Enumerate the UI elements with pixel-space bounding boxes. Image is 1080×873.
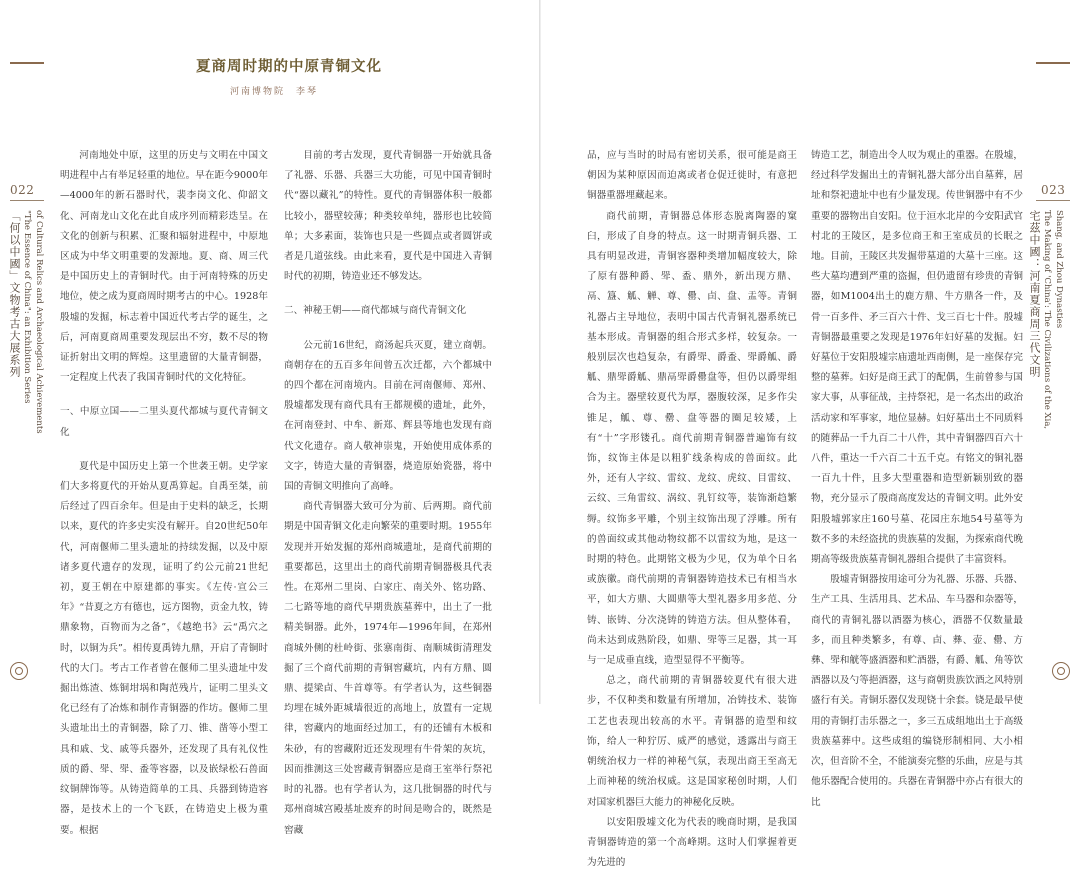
folio-rule-left — [10, 200, 44, 201]
paragraph: 铸造工艺，制造出令人叹为观止的重器。在殷墟，经过科学发掘出土的青铜礼器大部分出自墓葬，居址和祭祀遗址中也有少量发现。传世铜器中有不少重要的器物出自安阳。位于洹水北岸的今安阳武官村北的王陵区，是多位商王和王室成员的长眠之地。目前，王陵区共发掘带墓道的大墓十三座。这些大墓均遭到严重的盗掘，但仍遗留有珍贵的青铜器，如M1004出土的鹿方鼎、牛方鼎各一件，及骨一百多件、矛三百六十件、戈三百七十件。殷墟青铜器最重要之发现是1976年妇好墓的发掘。妇好墓位于安阳殷墟宗庙遗址西南侧，是一座保存完整的墓葬。妇好是商王武丁的配偶，生前曾参与国家大事，从事征战，主持祭祀，是一名杰出的政治活动家和军事家，地位显赫。妇好墓出土不同质料的随葬品一千九百二十八件，其中青铜器四百六十八件，重达一千六百二十五千克。有铭文的铜礼器一百九十件，且多大型重器和造型新颖别致的器物，充分显示了殷商高度发达的青铜文明。此外安阳殷墟郭家庄160号墓、花园庄东地54号墓等为数不多的未经盗扰的贵族墓的发掘，为探索商代晚期高等级贵族墓青铜礼器组合提供了丰富资料。 — [811, 150, 1023, 566]
text-column-2 — [284, 146, 492, 836]
top-rule-right — [1036, 62, 1070, 64]
paragraph: 品，应与当时的时局有密切关系，很可能是商王朝因为某种原因而迫离或者仓促迁徙时，有意把铜器重器埋藏起来。 — [587, 150, 797, 202]
paragraph: 河南地处中原，这里的历史与文明在中国文明进程中占有举足轻重的地位。早在距今9000年—4000年的新石器时代，裴李岗文化、仰韶文化、河南龙山文化在此自成序列而精彩迭呈。在文化的创新与积累、汇聚和辐射进程中，中原地区成为中华文明重要的发源地。夏、商、周三代是中国历史上的青铜时代。由于河南特殊的历史地位，使之成为夏商周时期考古的中心。1928年殷墟的发掘，标志着中国近代考古学的诞生，之后，河南夏商周重要发现层出不穷，数不尽的物证折射出文明的辉煌。这里遗留的大量青铜器，一定程度上代表了我国青铜时代的文化特征。 — [60, 150, 268, 384]
section-heading-2: 二、神秘王朝——商代都城与商代青铜文化 — [284, 305, 467, 317]
text-column-3 — [587, 146, 797, 869]
top-rule-left — [10, 62, 44, 64]
paragraph: 总之，商代前期的青铜器较夏代有很大进步，不仅种类和数量有所增加，冶铸技术、装饰工艺也表现出较高的水平。青铜器的造型和纹饰，给人一种狞厉、威严的感觉，透露出与商王朝统治权力一样的神秘气氛，表现出商王至高无上而神秘的统治权威。这是国家秘创时期，人们对国家机器巨大能力的神秘化反映。 — [587, 675, 797, 808]
seal-icon-left — [10, 662, 28, 680]
text-column-4 — [811, 146, 1023, 808]
paragraph: 公元前16世纪，商汤起兵灭夏，建立商朝。商朝存在的五百多年间曾五次迁都，六个都城中的四个都在河南境内。目前在河南偃师、郑州、殷墟都发现有商代具有王都规模的遗址，此外，在河南登封、中牟、新郑、辉县等地也发现有商代文化遗存。商人敬神崇鬼，开始使用成体系的文字，铸造大量的青铜器，烧造原始瓷器，将中国的青铜文明推向了高峰。 — [284, 339, 492, 493]
section-heading-1: 一、中原立国——二里头夏代都城与夏代青铜文化 — [60, 406, 268, 438]
series-label-cn: 「何以中國」文物考古大展系列 — [8, 210, 21, 378]
text-column-1 — [60, 146, 268, 836]
folio-rule-right — [1036, 200, 1070, 201]
page-gutter — [539, 0, 541, 704]
exhibition-label-en-1: The Making of 'China': The Civilizations of the Xia, — [1042, 210, 1052, 430]
series-label-en-2: of Cultural Relics and Archaeological Achievements — [34, 210, 44, 434]
series-label-en-1: "The Essence of China": an Exhibition Series — [22, 210, 32, 404]
paragraph: 商代青铜器大致可分为前、后两期。商代前期是中国青铜文化走向繁荣的重要时期。1955年发现并开始发掘的郑州商城遗址，是商代前期的重要都邑，这里出土的商代前期青铜器极具代表性。在郑州二里岗、白家庄、南关外、铭功路、二七路等地的商代早期贵族墓葬中，出土了一批精美铜器。此外，1974年—1996年间，在郑州商城外侧的杜岭街、张寨南街、南顺城街清理发掘了三个商代前期的青铜窖藏坑，内有方鼎、圆鼎、提梁卣、牛首尊等。有学者认为，这些铜器均埋在城外距城墙很近的高地上，放置有一定规律，窖藏内的地面经过加工，有的还铺有木板和朱砂，有的窖藏附近还发现埋有牛骨架的灰坑，因而推测这三处窖藏青铜器应是商王室举行祭祀时的礼器。也有学者认为，这几批铜器的时代与郑州商城宫殿基址废弃的时间是吻合的，既然是窖藏 — [284, 501, 492, 836]
article-author: 河南博物院 李琴 — [230, 87, 319, 97]
paragraph: 以安阳殷墟文化为代表的晚商时期，是我国青铜器铸造的第一个高峰期。这时人们掌握着更为先进的 — [587, 816, 797, 869]
paragraph: 商代前期，青铜器总体形态脱离陶器的窠臼，形成了自身的特点。这一时期青铜兵器、工具有明显改进，青铜容器种类增加幅度较大，除了原有器种爵、斝、盉、鼎外，新出现方鼎、鬲、簋、觚、觯、尊、罍、卣、盘、盂等。青铜礼器占主导地位，表明中国古代青铜礼器系统已基本形成。青铜器的组合形式多样，较复杂。一般别层次也趋复杂，有爵斝、爵盉、斝爵觚、爵觚、鼎斝爵觚、鼎鬲斝爵罍盘等，但仍以爵斝组合为主。器壁较夏代为厚，器腹较深，足多作尖锥足，觚、尊、罍、盘等器的圈足较矮，上有“十”字形镂孔。商代前期青铜器普遍饰有纹饰，纹饰主体是以粗犷线条构成的兽面纹。此外，还有人字纹、雷纹、龙纹、虎纹、目雷纹、云纹、三角雷纹、涡纹、乳钉纹等，装饰渐趋繁缛。纹饰多平雕，个别主纹饰出现了浮雕。所有的兽面纹或其他动物纹都不以雷纹为地，是这一时期的特色。此期铭文极为少见，仅为单个日名或族徽。商代前期的青铜器铸造技术已有相当水平，如大方鼎、大圆鼎等大型礼器多用多范、分铸、嵌铸、分次浇铸的铸造方法。但从整体看，尚未达到成熟阶段，如鼎、斝等三足器，其一耳与一足成垂直线，造型显得不平衡等。 — [587, 210, 797, 667]
page-number-right: 023 — [1041, 183, 1066, 197]
series-label-right — [1028, 210, 1064, 430]
page-number-left: 022 — [10, 183, 35, 197]
seal-icon-right — [1052, 662, 1070, 680]
paragraph: 夏代是中国历史上第一个世袭王朝。史学家们大多将夏代的开始从夏禹算起。自禹至桀，前后经过了四百余年。但是由于史料的缺乏，长期以来，夏代的许多史实没有解开。自20世纪50年代，河南偃师二里头遗址的持续发掘，以及中原诸多夏代遗存的发现，证明了约公元前21世纪初，夏王朝在中原建都的事实。《左传·宣公三年》“昔夏之方有德也，远方图物，贡金九牧，铸鼎象物，百物而为之备”，《越绝书》云“禹穴之时，以铜为兵”。相传夏禹铸九鼎，开启了青铜时代的大门。考古工作者曾在偃师二里头遗址中发掘出炼渣、炼铜坩埚和陶范残片，证明二里头文化已经有了冶炼和制作青铜器的作坊。偃师二里头遗址出土的青铜器，除了刀、锥、凿等小型工具和戚、戈、戚等兵器外，还发现了具有礼仪性质的爵、斝、斝、盉等容器，以及嵌绿松石兽面纹铜牌饰等。从铸造简单的工具、兵器到铸造容器，是技术上的一个飞跃，在铸造史上极为重要。根据 — [60, 460, 268, 836]
exhibition-label-cn: 宅茲中國：河南夏商周三代文明 — [1028, 210, 1041, 378]
paragraph: 殷墟青铜器按用途可分为礼器、乐器、兵器、生产工具、生活用具、艺术品、车马器和杂器等，商代的青铜礼器以酒器为核心，酒器不仅数量最多，而且种类繁多，有尊、卣、彝、壶、罍、方彝、斝和觥等盛酒器和贮酒器，有爵、觚、角等饮酒器以及勺等挹酒器，这与商朝贵族饮酒之风特别盛行有关。青铜乐器仅发现铙十余套。铙是最早使用的青铜打击乐器之一，多三五成组地出土于高级贵族墓葬中。这些成组的编铙形制相同、大小相次，但音阶不全，不能演奏完整的乐曲，应是与其他乐器配合使用的。兵器在青铜器中亦占有很大的比 — [811, 574, 1023, 808]
series-label-left — [8, 210, 44, 434]
exhibition-label-en-2: Shang, and Zhou Dynasties — [1054, 210, 1064, 329]
paragraph: 目前的考古发现，夏代青铜器一开始就具备了礼器、乐器、兵器三大功能，可见中国青铜时代“器以藏礼”的特性。夏代的青铜器体积一般都比较小，器壁较薄；种类较单纯，器形也比较简单；大多素面，装饰也只是一些圆点或者圆饼或者是几道弦线。由此来看，夏代是中国进入青铜时代的初期，铸造业还不够发达。 — [284, 150, 492, 283]
article-title: 夏商周时期的中原青铜文化 — [196, 58, 382, 75]
